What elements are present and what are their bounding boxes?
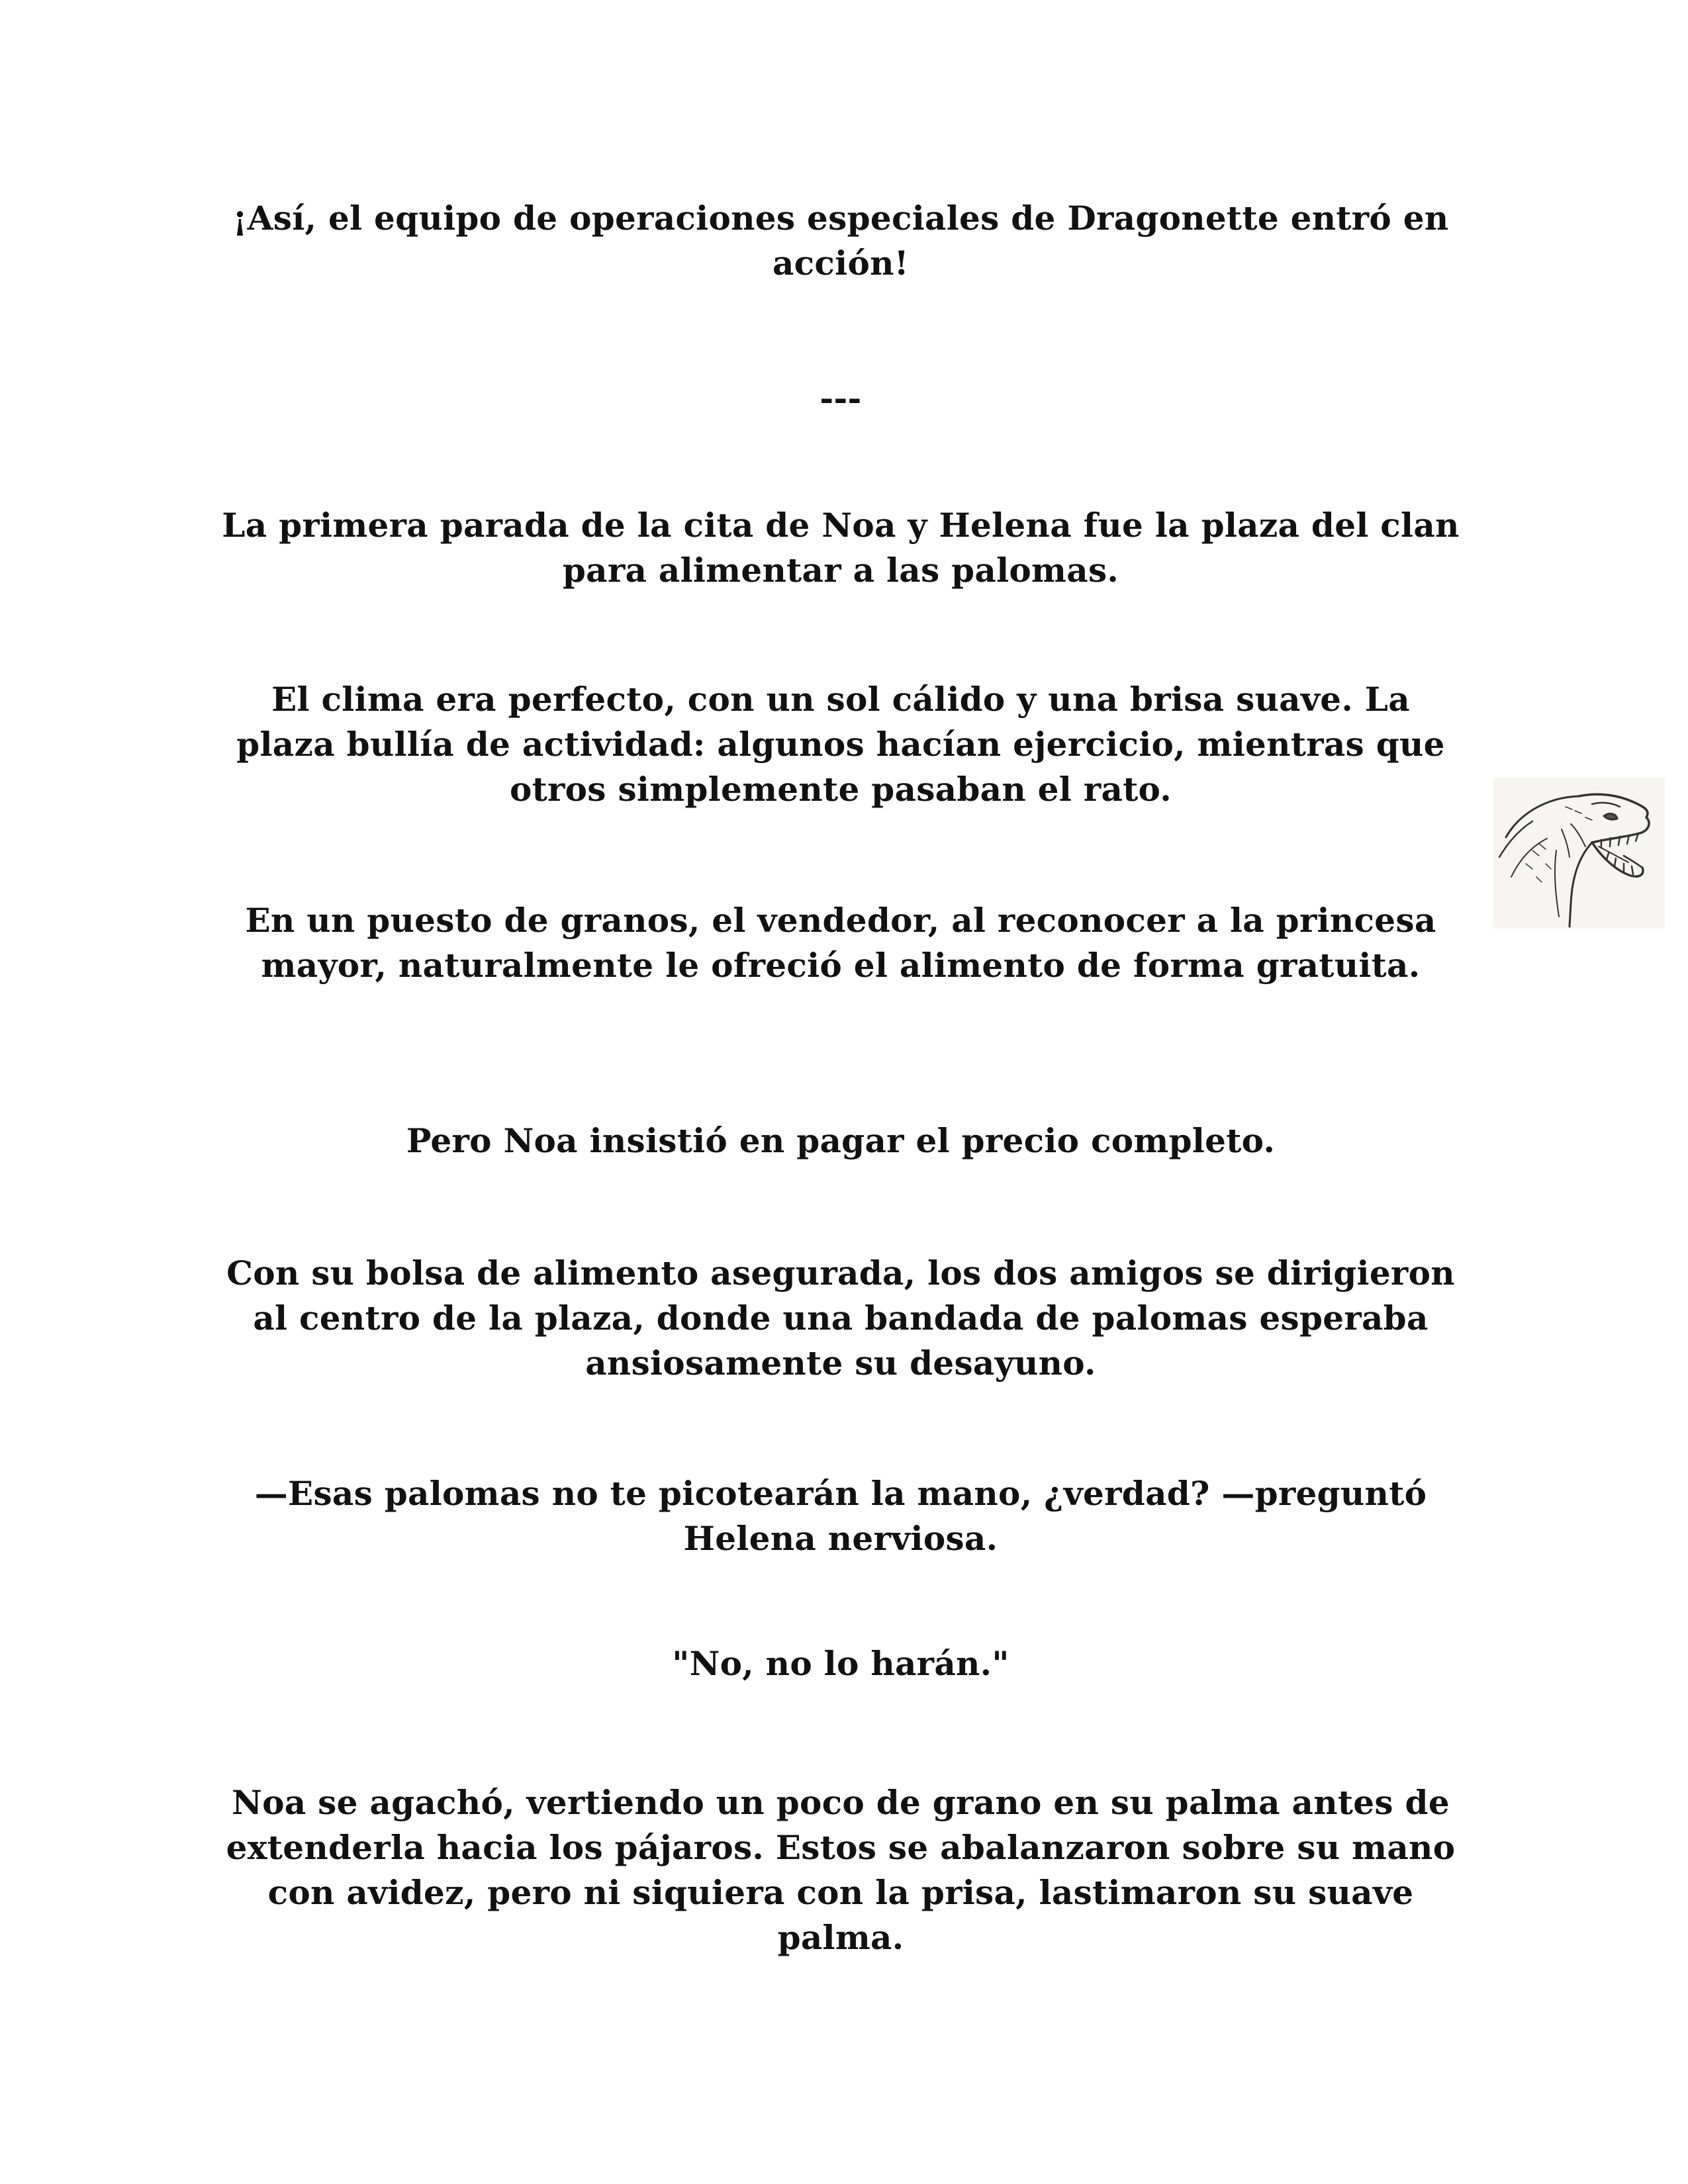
paragraph-pigeons: Con su bolsa de alimento asegurada, los dos amigos se dirigieron al centro de la plaza, donde una bandada de palomas esperaba ansiosamente su desayuno. [226, 1253, 1455, 1383]
paragraph-feeding: Noa se agachó, vertiendo un poco de grano en su palma antes de extenderla hacia los pájaros. Estos se abalanzaron sobre su mano con avidez, pero ni siquiera con la prisa, lastimaron su suave palma. [226, 1783, 1456, 1957]
section-separator: --- [820, 379, 862, 418]
paragraph-first-stop: La primera parada de la cita de Noa y Helena fue la plaza del clan para alimentar a las palomas. [222, 506, 1460, 590]
paragraph-intro: ¡Así, el equipo de operaciones especiales de Dragonette entró en acción! [232, 199, 1449, 283]
paragraph-dialogue-helena: —Esas palomas no te picotearán la mano, ¿verdad? —preguntó Helena nerviosa. [254, 1474, 1427, 1558]
dragon-head-sketch-icon [1493, 778, 1665, 929]
paragraph-dialogue-noa: "No, no lo harán." [672, 1644, 1009, 1683]
paragraph-full-price: Pero Noa insistió en pagar el precio completo. [406, 1121, 1276, 1160]
paragraph-grain-stall: En un puesto de granos, el vendedor, al reconocer a la princesa mayor, naturalmente le ofreció el alimento de forma gratuita. [245, 901, 1436, 985]
paragraph-weather: El clima era perfecto, con un sol cálido y una brisa suave. La plaza bullía de actividad: algunos hacían ejercicio, mientras que otros simplemente pasaban el rato. [236, 680, 1445, 809]
